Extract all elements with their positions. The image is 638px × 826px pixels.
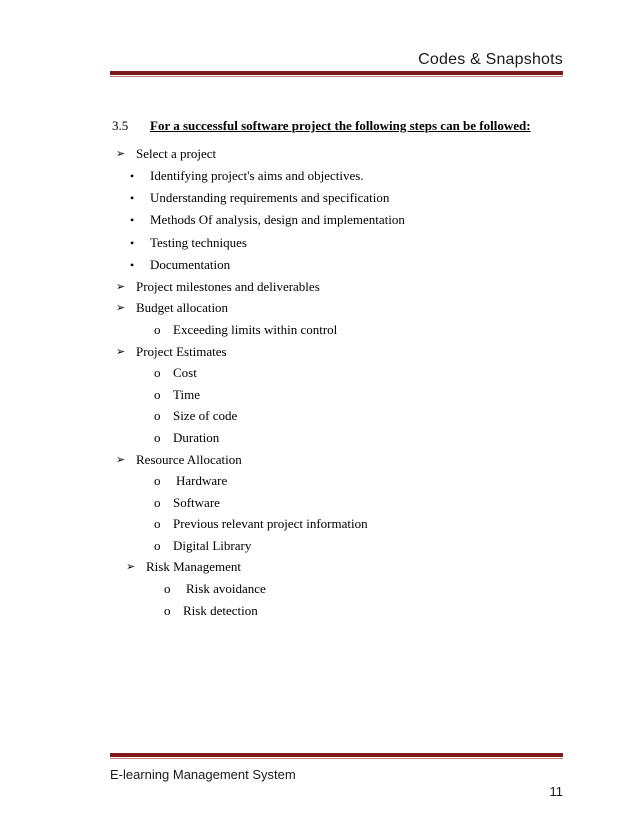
list-item-text: Project Estimates: [136, 344, 227, 359]
list-item-text: Risk detection: [183, 603, 258, 618]
list-item-text: Size of code: [173, 408, 238, 423]
list-item-text: Hardware: [176, 473, 228, 488]
arrow-bullet-icon: ➢: [116, 345, 126, 358]
list-item-text: Digital Library: [173, 538, 252, 553]
arrow-bullet-icon: ➢: [116, 147, 126, 160]
circle-bullet-icon: o: [154, 495, 161, 510]
footer-divider-thin: [110, 758, 563, 759]
bullet-icon: •: [130, 169, 135, 183]
list-item-text: Testing techniques: [150, 235, 247, 250]
page-footer-title: E-learning Management System: [110, 767, 296, 782]
footer-divider: [110, 753, 563, 757]
list-item-text: Risk Management: [146, 559, 241, 574]
list-item-text: Project milestones and deliverables: [136, 279, 320, 294]
arrow-bullet-icon: ➢: [116, 301, 126, 314]
list-item-text: Select a project: [136, 146, 217, 161]
list-item-text: Resource Allocation: [136, 452, 242, 467]
circle-bullet-icon: o: [154, 430, 161, 445]
circle-bullet-icon: o: [154, 473, 161, 488]
circle-bullet-icon: o: [154, 365, 161, 380]
list-item-text: Previous relevant project information: [173, 516, 368, 531]
page-header-title: Codes & Snapshots: [418, 51, 563, 68]
list-item-text: Exceeding limits within control: [173, 322, 338, 337]
list-item-text: Budget allocation: [136, 300, 229, 315]
circle-bullet-icon: o: [164, 581, 171, 596]
list-item-text: Methods Of analysis, design and implementation: [150, 212, 405, 227]
header-divider: [110, 71, 563, 75]
list-item-text: Cost: [173, 365, 197, 380]
circle-bullet-icon: o: [154, 408, 161, 423]
section-title: For a successful software project the following steps can be followed:: [150, 118, 531, 133]
bullet-icon: •: [130, 191, 135, 205]
circle-bullet-icon: o: [154, 387, 161, 402]
list-item-text: Time: [173, 387, 200, 402]
bullet-icon: •: [130, 213, 135, 227]
list-item-text: Duration: [173, 430, 220, 445]
list-item-text: Risk avoidance: [186, 581, 266, 596]
circle-bullet-icon: o: [164, 603, 171, 618]
bullet-icon: •: [130, 258, 135, 272]
arrow-bullet-icon: ➢: [126, 560, 136, 573]
section-number: 3.5: [112, 118, 129, 133]
header-divider-thin: [110, 76, 563, 77]
bullet-icon: •: [130, 236, 135, 250]
list-item-text: Software: [173, 495, 220, 510]
arrow-bullet-icon: ➢: [116, 280, 126, 293]
list-item-text: Understanding requirements and specification: [150, 190, 390, 205]
circle-bullet-icon: o: [154, 538, 161, 553]
arrow-bullet-icon: ➢: [116, 453, 126, 466]
circle-bullet-icon: o: [154, 516, 161, 531]
circle-bullet-icon: o: [154, 322, 161, 337]
list-item-text: Documentation: [150, 257, 231, 272]
list-item-text: Identifying project's aims and objectives.: [150, 168, 364, 183]
page-number: 11: [549, 784, 563, 799]
